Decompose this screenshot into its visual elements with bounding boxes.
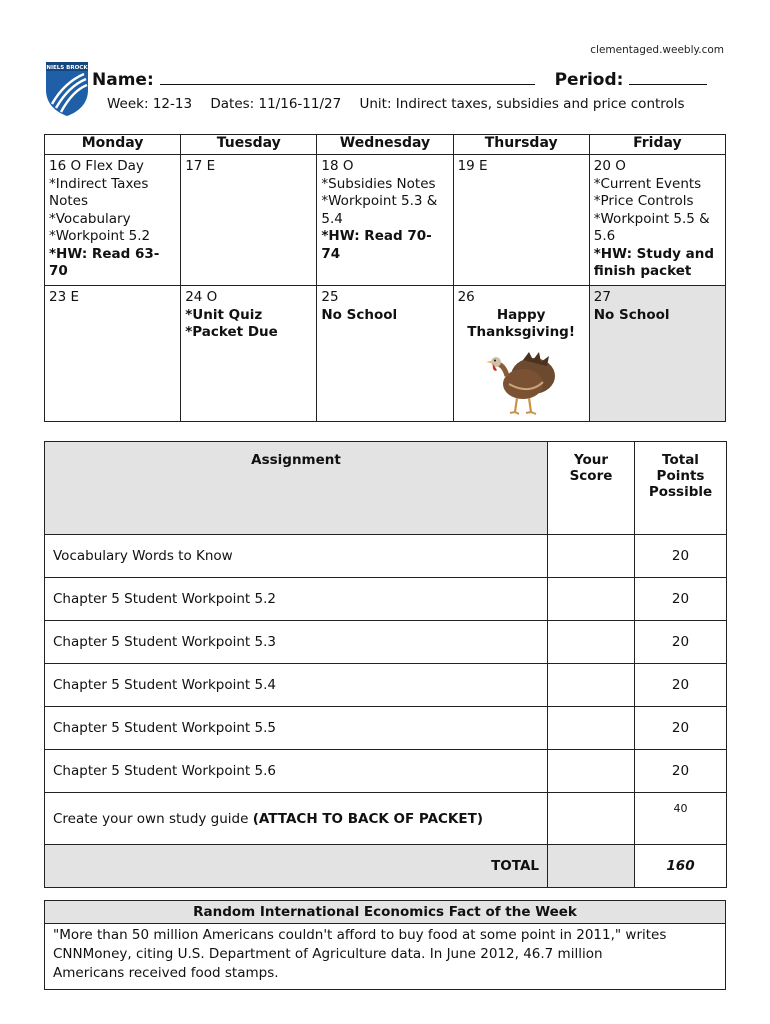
calendar-header-row	[45, 135, 726, 155]
points-value: 40	[635, 793, 727, 845]
cell-tue-24: 24 O *Unit Quiz *Packet Due	[181, 286, 317, 422]
period-blank[interactable]	[629, 70, 707, 85]
col-assignment: Assignment	[45, 442, 548, 535]
score-field[interactable]	[548, 535, 635, 578]
cell-wed-25: 25 No School	[317, 286, 453, 422]
fact-box	[44, 900, 726, 990]
points-value: 20	[635, 664, 727, 707]
assignment-name: Vocabulary Words to Know	[45, 535, 548, 578]
dates-text: Dates: 11/16-11/27	[210, 96, 342, 112]
week-text: Week: 12-13	[107, 96, 193, 112]
cell-fri-20: 20 O *Current Events *Price Controls *Workpoint 5.5 & 5.6 *HW: Study and finish packet	[589, 155, 725, 286]
holiday-note: Thanksgiving!	[467, 324, 576, 340]
score-field[interactable]	[548, 750, 635, 793]
day-tuesday: Tuesday	[181, 135, 317, 155]
points-value: 20	[635, 621, 727, 664]
assignment-name: Create your own study guide (ATTACH TO BACK OF PACKET)	[45, 793, 548, 845]
no-school-note: No School	[321, 306, 398, 323]
homework-note: *HW: Read 63-70	[49, 245, 160, 279]
calendar-table	[44, 134, 726, 422]
table-row	[45, 621, 727, 664]
homework-note: *HW: Study and	[593, 245, 715, 262]
calendar-week-2	[45, 286, 726, 422]
points-value: 20	[635, 707, 727, 750]
points-value: 20	[635, 535, 727, 578]
day-monday: Monday	[45, 135, 181, 155]
day-wednesday: Wednesday	[317, 135, 453, 155]
period-label: Period:	[554, 70, 624, 90]
assignment-name: Chapter 5 Student Workpoint 5.6	[45, 750, 548, 793]
table-row	[45, 750, 727, 793]
col-your-score: Your Score	[548, 442, 635, 535]
total-label: TOTAL	[45, 845, 548, 888]
col-total-points: Total Points Possible	[635, 442, 727, 535]
fact-text: "More than 50 million Americans couldn't afford to buy food at some point in 2011," writes CNNMoney, citing U.S. Department of Agriculture data. In June 2012, 46.7 million Americans received food stamps.	[45, 924, 726, 990]
name-blank[interactable]	[160, 70, 535, 85]
table-row	[45, 578, 727, 621]
niels-brock-logo-icon	[44, 60, 90, 118]
total-score-field[interactable]	[548, 845, 635, 888]
total-row	[45, 845, 727, 888]
table-row	[45, 793, 727, 845]
svg-text:NIELS BROCK: NIELS BROCK	[46, 65, 88, 71]
homework-note: *HW: Read 70-74	[321, 228, 432, 262]
cell-thu-26: 26 Happy Thanksgiving!	[453, 286, 589, 422]
cell-tue-17: 17 E	[181, 155, 317, 286]
assignment-name: Chapter 5 Student Workpoint 5.4	[45, 664, 548, 707]
day-friday: Friday	[589, 135, 725, 155]
points-value: 20	[635, 750, 727, 793]
day-thursday: Thursday	[453, 135, 589, 155]
table-row	[45, 707, 727, 750]
score-field[interactable]	[548, 664, 635, 707]
score-field[interactable]	[548, 707, 635, 750]
assignment-name: Chapter 5 Student Workpoint 5.2	[45, 578, 548, 621]
no-school-note: No School	[593, 306, 670, 323]
name-label: Name:	[92, 70, 154, 90]
total-value: 160	[635, 845, 727, 888]
cell-mon-16: 16 O Flex Day *Indirect Taxes Notes *Vocabulary *Workpoint 5.2 *HW: Read 63-70	[45, 155, 181, 286]
assignment-name: Chapter 5 Student Workpoint 5.3	[45, 621, 548, 664]
calendar-week-1	[45, 155, 726, 286]
table-row	[45, 664, 727, 707]
cell-mon-23: 23 E	[45, 286, 181, 422]
attach-note: (ATTACH TO BACK OF PACKET)	[252, 810, 483, 827]
homework-note: finish packet	[593, 263, 692, 279]
unit-text: Unit: Indirect taxes, subsidies and price controls	[359, 96, 685, 112]
assignment-table	[44, 441, 727, 888]
score-field[interactable]	[548, 621, 635, 664]
assignment-name: Chapter 5 Student Workpoint 5.5	[45, 707, 548, 750]
turkey-icon	[483, 346, 559, 418]
fact-title: Random International Economics Fact of the Week	[45, 901, 726, 924]
score-field[interactable]	[548, 793, 635, 845]
assignment-header-row	[45, 442, 727, 535]
cell-thu-19: 19 E	[453, 155, 589, 286]
cell-fri-27: 27 No School	[589, 286, 725, 422]
holiday-note: Happy	[496, 306, 546, 323]
name-period-line	[92, 70, 692, 90]
info-line	[107, 96, 699, 112]
points-value: 20	[635, 578, 727, 621]
source-url: clementaged.weebly.com	[590, 44, 724, 56]
score-field[interactable]	[548, 578, 635, 621]
table-row	[45, 535, 727, 578]
cell-wed-18: 18 O *Subsidies Notes *Workpoint 5.3 & 5.4 *HW: Read 70-74	[317, 155, 453, 286]
